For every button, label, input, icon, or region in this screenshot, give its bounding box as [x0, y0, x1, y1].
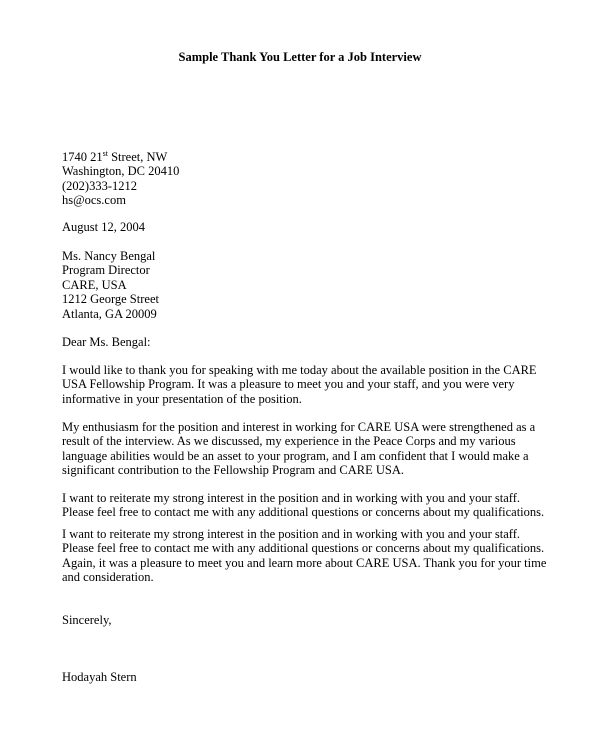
- sender-address: [62, 150, 179, 208]
- paragraph-line: Please feel free to contact me with any additional questions or concerns about my qualifications.: [62, 505, 545, 520]
- sender-city: Washington, DC 20410: [62, 164, 180, 179]
- recipient-name: Ms. Nancy Bengal: [62, 249, 156, 263]
- recipient-title: Program Director: [62, 263, 150, 278]
- paragraph-3-fragment-strip: [0, 491, 600, 520]
- paragraph-line: My enthusiasm for the position and interest in working for CARE USA were strengthened as a: [62, 420, 536, 434]
- paragraph-3-strip: [0, 523, 600, 593]
- recipient-organization: CARE, USA: [62, 277, 127, 292]
- paragraph-line: I want to reiterate my strong interest in the position and in working with you and your staff.: [62, 491, 521, 505]
- recipient-street: 1212 George Street: [62, 292, 159, 307]
- sender-phone: (202)333-1212: [62, 178, 137, 193]
- paragraph-line: significant contribution to the Fellowship Program and CARE USA.: [62, 463, 404, 478]
- paragraph-line: and consideration.: [62, 570, 154, 585]
- paragraph-1: [62, 363, 537, 406]
- paragraph-line: result of the interview. As we discussed, my experience in the Peace Corps and my various: [62, 434, 516, 449]
- paragraph-line: informative in your presentation of the position.: [62, 391, 302, 406]
- paragraph-line: USA Fellowship Program. It was a pleasure to meet you and your staff, and you were very: [62, 377, 515, 392]
- letter-title: Sample Thank You Letter for a Job Interview: [178, 50, 422, 64]
- letter-date: August 12, 2004: [62, 220, 145, 234]
- salutation: Dear Ms. Bengal:: [62, 335, 151, 349]
- sender-street: 1740 21st Street, NW: [62, 148, 168, 164]
- paragraph-2: [62, 420, 535, 478]
- closing: Sincerely,: [62, 613, 112, 627]
- paragraph-line: I want to reiterate my strong interest in the position and in working with you and your staff.: [62, 527, 521, 541]
- paragraph-line: Please feel free to contact me with any additional questions or concerns about my qualifications.: [62, 541, 545, 556]
- signature-name: Hodayah Stern: [62, 670, 137, 684]
- paragraph-line: language abilities would be an asset to your program, and I am confident that I would make a: [62, 448, 529, 463]
- paragraph-3-fragment: [62, 491, 544, 520]
- sender-email: hs@ocs.com: [62, 193, 126, 208]
- paragraph-3: [62, 527, 546, 585]
- recipient-address: [62, 249, 159, 321]
- paragraph-line: Again, it was a pleasure to meet you and learn more about CARE USA. Thank you for your time: [62, 555, 547, 570]
- recipient-city: Atlanta, GA 20009: [62, 306, 157, 321]
- paragraph-line: I would like to thank you for speaking with me today about the available position in the CARE: [62, 363, 537, 377]
